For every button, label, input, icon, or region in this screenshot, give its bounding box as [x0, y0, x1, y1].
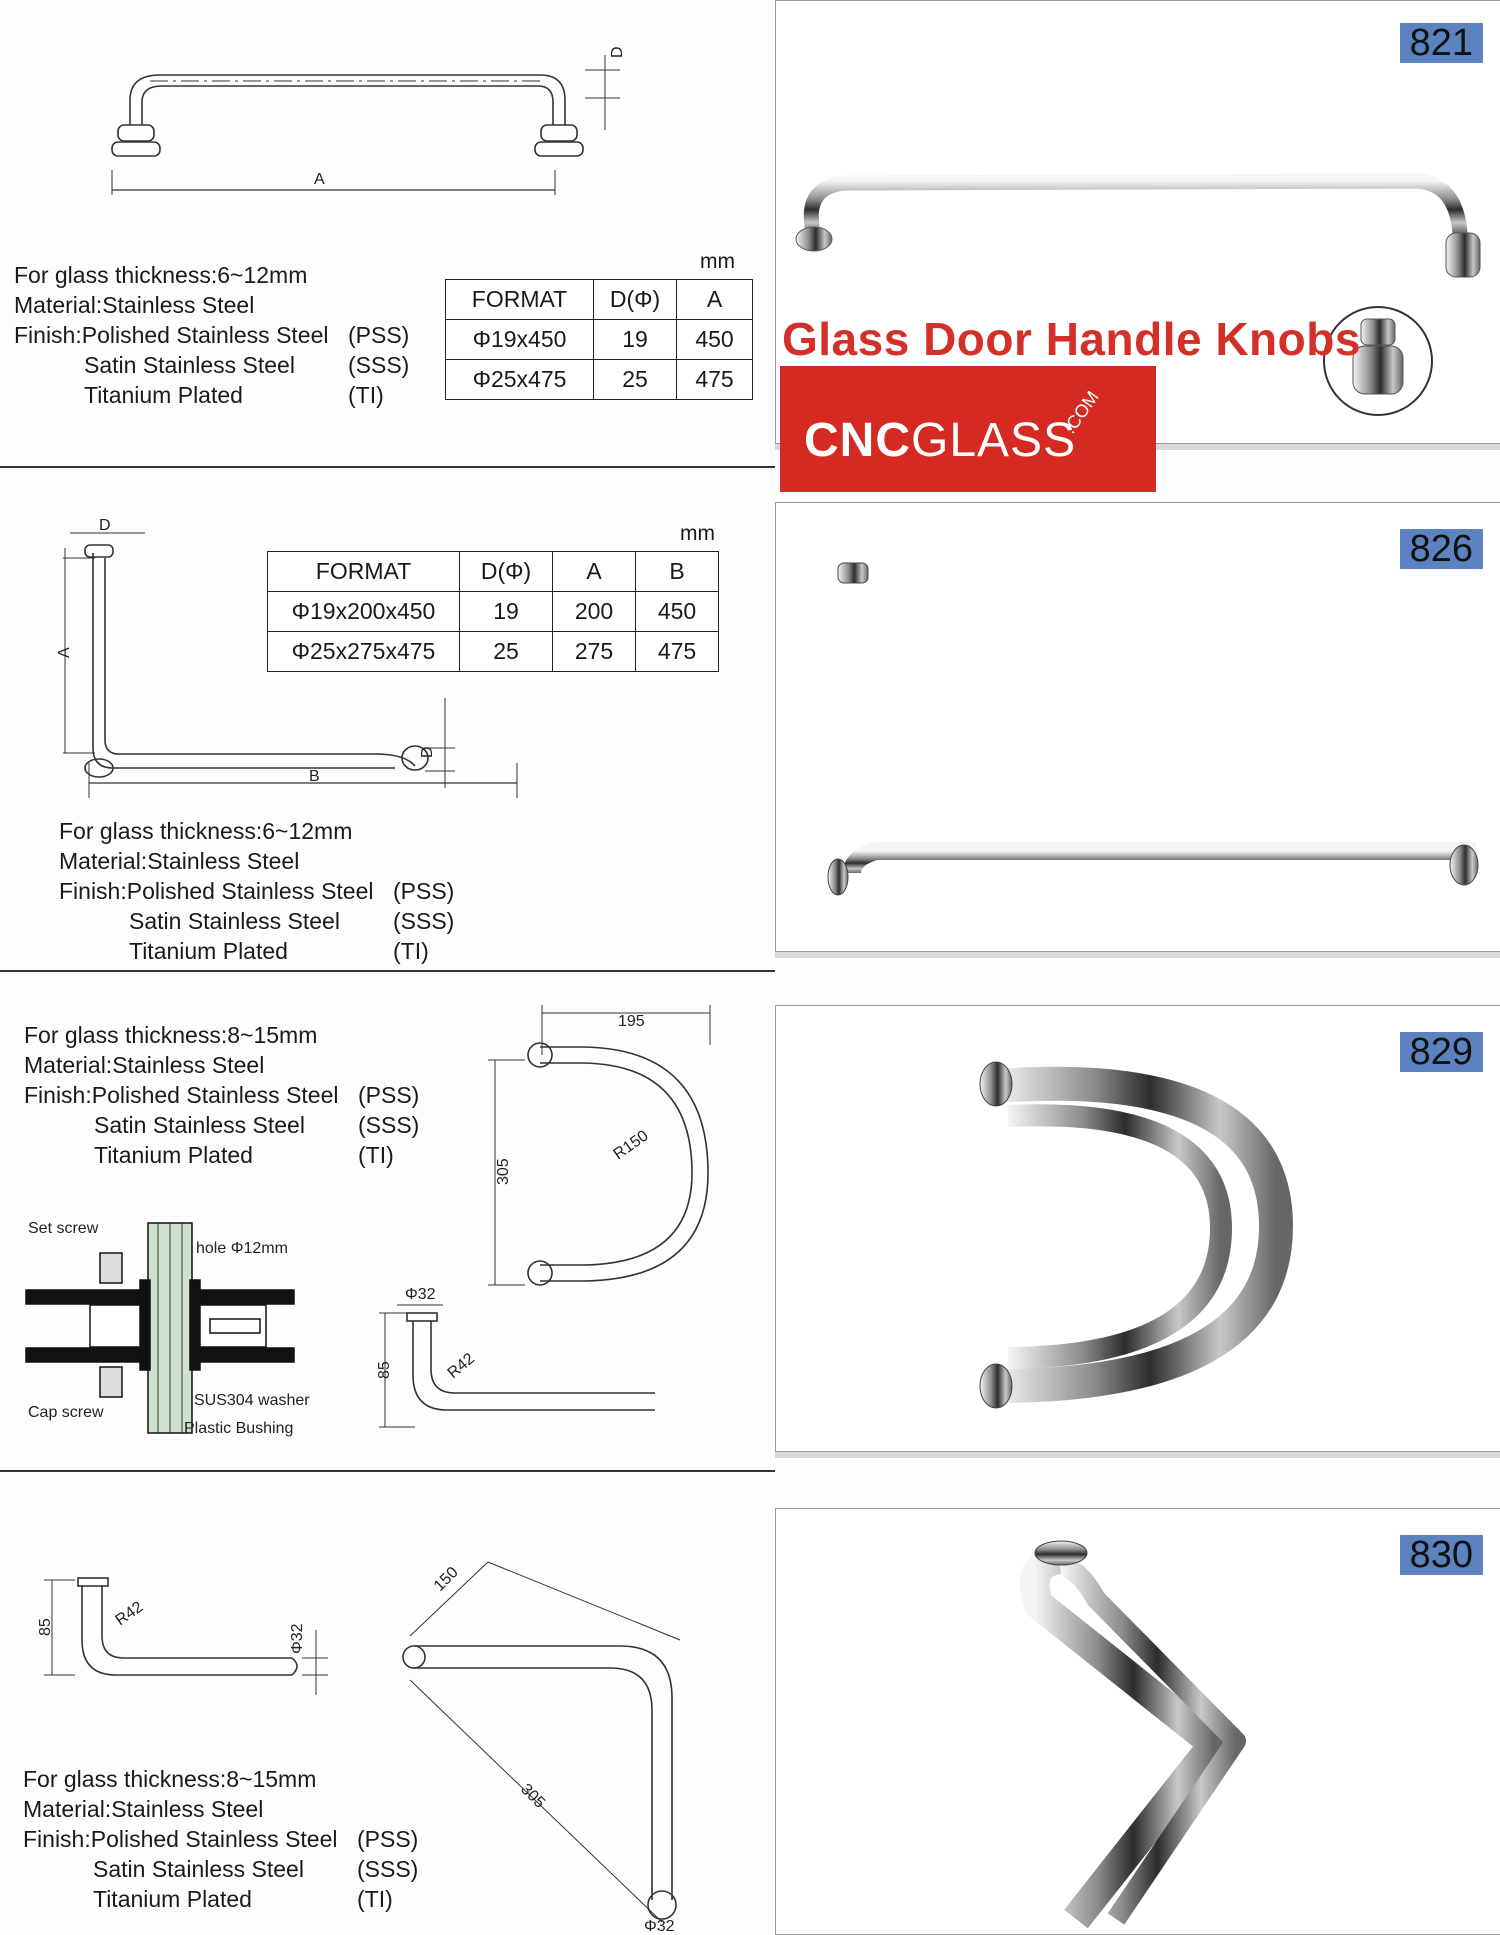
handle-821-drawing: [90, 30, 626, 200]
finish-pss: Finish:Polished Stainless Steel: [23, 1826, 338, 1852]
glass-thickness: For glass thickness:6~12mm: [59, 818, 353, 844]
finish-ti-code: (TI): [357, 1886, 393, 1912]
finish-pss: Finish:Polished Stainless Steel: [59, 878, 374, 904]
table-cell: 275: [553, 632, 636, 672]
finish-pss-code: (PSS): [348, 322, 410, 348]
dim-a-label: A: [314, 171, 325, 188]
table-header-cell: FORMAT: [446, 280, 594, 320]
model-badge: 821: [1400, 23, 1483, 63]
finish-ti: Titanium Plated: [84, 382, 243, 408]
dim-150-label: 150: [430, 1563, 462, 1595]
finish-sss-code: (SSS): [348, 352, 410, 378]
table-header-cell: A: [553, 552, 636, 592]
handle-829-drawing: [480, 1005, 740, 1285]
table-cell: Φ19x450: [446, 320, 594, 360]
table-header-cell: B: [636, 552, 719, 592]
table-cell: Φ25x475: [446, 360, 594, 400]
page-heading: Glass Door Handle Knobs: [782, 313, 1361, 365]
table-cell: Φ19x200x450: [268, 592, 460, 632]
spec-block-826: [59, 816, 454, 966]
handle-830-photo: [776, 1509, 1500, 1934]
table-row: [268, 632, 719, 672]
finish-ti: Titanium Plated: [129, 938, 288, 964]
handle-830-drawing: [380, 1530, 710, 1933]
model-badge: 829: [1400, 1032, 1483, 1072]
dim-305-label: 305: [495, 1158, 512, 1185]
spec-block-830: [23, 1764, 418, 1914]
finish-ti-code: (TI): [358, 1142, 394, 1168]
table-cell: 19: [594, 320, 677, 360]
finish-pss-code: (PSS): [357, 1826, 419, 1852]
table-cell: 25: [460, 632, 553, 672]
table-cell: Φ25x275x475: [268, 632, 460, 672]
material: Material:Stainless Steel: [24, 1052, 265, 1078]
table-cell: 475: [677, 360, 753, 400]
brand-logo: [780, 366, 1156, 492]
dim-d-label: D: [609, 46, 626, 58]
table-cell: 19: [460, 592, 553, 632]
finish-sss: Satin Stainless Steel: [84, 352, 295, 378]
brand-suffix: .COM: [1059, 387, 1103, 438]
finish-ti: Titanium Plated: [94, 1142, 253, 1168]
dim-phi32-label: Φ32: [405, 1286, 436, 1303]
dim-d-top-label: D: [99, 517, 111, 534]
handle-829-side-drawing: [375, 1285, 675, 1435]
dim-phi32-bottom-label: Φ32: [644, 1918, 675, 1935]
finish-sss: Satin Stainless Steel: [93, 1856, 304, 1882]
dim-195-label: 195: [618, 1013, 645, 1030]
finish-sss-code: (SSS): [393, 908, 455, 934]
finish-pss-code: (PSS): [393, 878, 455, 904]
table-header-cell: FORMAT: [268, 552, 460, 592]
table-header: [268, 552, 719, 592]
dim-85-label: 85: [376, 1361, 393, 1379]
brand-name: CNCGLASS: [804, 414, 1077, 467]
hole-label: hole Φ12mm: [196, 1240, 288, 1257]
dim-a-label: A: [56, 647, 73, 658]
table-header: [446, 280, 753, 320]
table-cell: 200: [553, 592, 636, 632]
material: Material:Stainless Steel: [14, 292, 255, 318]
finish-pss: Finish:Polished Stainless Steel: [14, 322, 329, 348]
cap-screw-label: Cap screw: [28, 1404, 104, 1421]
section-divider: [0, 970, 775, 972]
dim-r42-label: R42: [444, 1350, 479, 1383]
table-header-cell: D(Φ): [460, 552, 553, 592]
dim-85-label: 85: [37, 1618, 54, 1636]
bushing-label: Plastic Bushing: [184, 1420, 294, 1437]
glass-thickness: For glass thickness:6~12mm: [14, 262, 308, 288]
finish-pss-code: (PSS): [358, 1082, 420, 1108]
product-panel-829: [775, 1005, 1500, 1452]
dim-r150-label: R150: [610, 1127, 652, 1164]
spec-table-821: [445, 279, 753, 400]
model-badge: 826: [1400, 529, 1483, 569]
unit-label: mm: [680, 522, 715, 545]
handle-830-side-drawing: [30, 1570, 350, 1710]
product-panel-830: [775, 1508, 1500, 1935]
glass-thickness: For glass thickness:8~15mm: [24, 1022, 318, 1048]
finish-ti-code: (TI): [393, 938, 429, 964]
handle-826-photo: [776, 503, 1500, 951]
table-row: [446, 320, 753, 360]
table-cell: 475: [636, 632, 719, 672]
spec-block-821: [14, 260, 409, 410]
handle-829-photo: [776, 1006, 1500, 1451]
unit-label: mm: [700, 250, 735, 273]
dim-r42-label: R42: [112, 1598, 147, 1630]
finish-ti: Titanium Plated: [93, 1886, 252, 1912]
table-header-cell: D(Φ): [594, 280, 677, 320]
material: Material:Stainless Steel: [59, 848, 300, 874]
model-badge: 830: [1400, 1535, 1483, 1575]
finish-ti-code: (TI): [348, 382, 384, 408]
section-divider: [0, 1470, 775, 1472]
material: Material:Stainless Steel: [23, 1796, 264, 1822]
dim-b-label: B: [309, 768, 320, 785]
set-screw-label: Set screw: [28, 1220, 99, 1237]
finish-pss: Finish:Polished Stainless Steel: [24, 1082, 339, 1108]
section-divider: [0, 466, 775, 468]
mounting-diagram: [20, 1215, 340, 1440]
dim-phi32-side-label: Φ32: [289, 1623, 306, 1654]
dim-305-label: 305: [517, 1780, 549, 1812]
spec-table-826: [267, 551, 719, 672]
table-cell: 450: [636, 592, 719, 632]
finish-sss-code: (SSS): [358, 1112, 420, 1138]
table-row: [268, 592, 719, 632]
glass-thickness: For glass thickness:8~15mm: [23, 1766, 317, 1792]
table-cell: 25: [594, 360, 677, 400]
table-header-cell: A: [677, 280, 753, 320]
finish-sss: Satin Stainless Steel: [129, 908, 340, 934]
table-row: [446, 360, 753, 400]
product-panel-826: [775, 502, 1500, 952]
spec-block-829: [24, 1020, 419, 1170]
finish-sss: Satin Stainless Steel: [94, 1112, 305, 1138]
finish-sss-code: (SSS): [357, 1856, 419, 1882]
washer-label: SUS304 washer: [194, 1392, 310, 1409]
dim-d-side-label: D: [419, 746, 436, 758]
table-cell: 450: [677, 320, 753, 360]
